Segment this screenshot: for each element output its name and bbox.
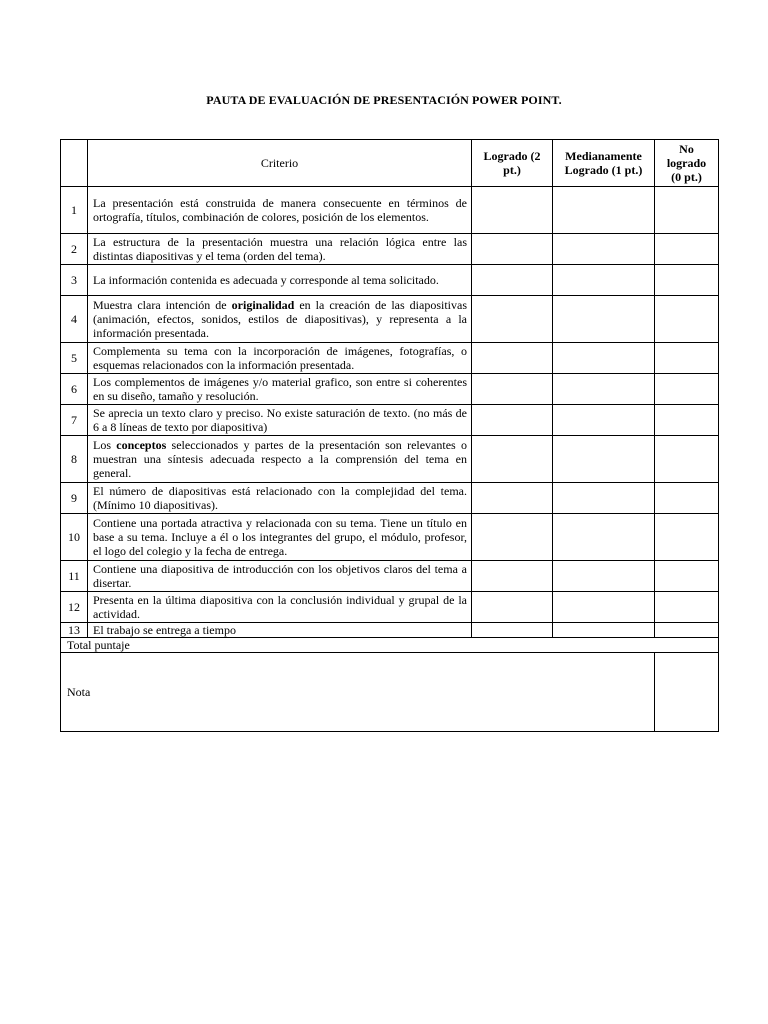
criterion-number: 8 [61,436,88,483]
logrado-score-cell[interactable] [472,483,553,514]
no-logrado-score-cell[interactable] [655,374,719,405]
criterion-number: 7 [61,405,88,436]
criterion-row [61,343,719,374]
medianamente-score-cell[interactable] [553,623,655,638]
criterion-number: 5 [61,343,88,374]
no-logrado-score-cell[interactable] [655,514,719,561]
criterion-text [88,405,472,436]
criterion-text-part: Complementa su tema con la incorporación de imágenes, fotografías, o esquemas relacionados con la información presentada. [93,344,467,372]
criterion-text [88,561,472,592]
criterion-text [88,265,472,296]
criterion-row [61,436,719,483]
criterion-number: 10 [61,514,88,561]
criterion-text-part: La estructura de la presentación muestra una relación lógica entre las distintas diapositivas y el tema (orden del tema). [93,235,467,263]
criterion-text-part: La presentación está construida de manera consecuente en términos de ortografía, títulos, combinación de colores, posición de los elementos. [93,196,467,224]
criterion-row [61,514,719,561]
criterion-text [88,623,472,638]
no-logrado-score-cell[interactable] [655,483,719,514]
criterion-keyword: originalidad [231,298,295,312]
logrado-score-cell[interactable] [472,296,553,343]
criterion-row [61,623,719,638]
medianamente-score-cell[interactable] [553,343,655,374]
criterion-number: 12 [61,592,88,623]
medianamente-score-cell[interactable] [553,592,655,623]
criterion-keyword: conceptos [116,438,167,452]
criterion-text-part: El trabajo se entrega a tiempo [93,623,236,637]
no-logrado-score-cell[interactable] [655,187,719,234]
logrado-score-cell[interactable] [472,514,553,561]
medianamente-score-cell[interactable] [553,187,655,234]
logrado-score-cell[interactable] [472,592,553,623]
criterion-number: 9 [61,483,88,514]
no-logrado-score-cell[interactable] [655,234,719,265]
criterion-number: 2 [61,234,88,265]
criterion-text-part: Se aprecia un texto claro y preciso. No existe saturación de texto. (no más de 6 a 8 líneas de texto por diapositiva) [93,406,467,434]
logrado-header-label: Logrado (2 pt.) [483,149,541,177]
medianamente-score-cell[interactable] [553,374,655,405]
no-logrado-score-cell[interactable] [655,405,719,436]
logrado-score-cell[interactable] [472,343,553,374]
no-logrado-score-cell[interactable] [655,623,719,638]
criterion-row [61,234,719,265]
no-logrado-score-cell[interactable] [655,592,719,623]
logrado-score-cell[interactable] [472,561,553,592]
criterion-text-part: Los complementos de imágenes y/o material grafico, son entre si coherentes en su diseño, tamaño y resolución. [93,375,467,403]
criterion-text-part: Contiene una diapositiva de introducción con los objetivos claros del tema a disertar. [93,562,467,590]
criterion-text-part: Presenta en la última diapositiva con la conclusión individual y grupal de la actividad. [93,593,467,621]
criterion-text [88,343,472,374]
table-header-row [61,140,719,187]
criterion-text [88,514,472,561]
no-logrado-score-cell[interactable] [655,296,719,343]
criterion-row [61,296,719,343]
criterion-row [61,405,719,436]
nota-label: Nota [61,653,655,732]
criterion-text-part: seleccionados y partes de la presentación son relevantes o muestran una síntesis adecuada respecto a la comprensión del tema en general. [93,438,467,480]
medianamente-score-cell[interactable] [553,561,655,592]
logrado-score-cell[interactable] [472,623,553,638]
medianamente-header [553,140,655,187]
criterion-text [88,374,472,405]
criterion-text [88,592,472,623]
medianamente-score-cell[interactable] [553,436,655,483]
medianamente-score-cell[interactable] [553,483,655,514]
medianamente-score-cell[interactable] [553,296,655,343]
criterion-number: 6 [61,374,88,405]
criterion-number: 11 [61,561,88,592]
document-title: PAUTA DE EVALUACIÓN DE PRESENTACIÓN POWER POINT. [206,93,562,107]
no-logrado-score-cell[interactable] [655,265,719,296]
criterion-row [61,265,719,296]
nota-row [61,653,719,732]
medianamente-score-cell[interactable] [553,265,655,296]
criterion-number: 1 [61,187,88,234]
no-logrado-header-label: No logrado (0 pt.) [666,142,707,184]
criterion-text [88,234,472,265]
criterion-text [88,483,472,514]
criterion-number: 13 [61,623,88,638]
medianamente-score-cell[interactable] [553,234,655,265]
logrado-score-cell[interactable] [472,187,553,234]
criterion-text-part: en la creación de las diapositivas (animación, efectos, sonidos, estilos de diapositivas), y representa a la información presentada. [93,298,467,340]
logrado-score-cell[interactable] [472,436,553,483]
criterion-row [61,187,719,234]
number-header-cell [61,140,88,187]
criterion-text-part: El número de diapositivas está relacionado con la complejidad del tema. (Mínimo 10 diapositivas). [93,484,467,512]
logrado-score-cell[interactable] [472,405,553,436]
criterion-text [88,187,472,234]
criterion-row [61,592,719,623]
logrado-score-cell[interactable] [472,374,553,405]
logrado-score-cell[interactable] [472,234,553,265]
total-row [61,638,719,653]
no-logrado-score-cell[interactable] [655,343,719,374]
criterion-row [61,483,719,514]
criterion-text-part: Muestra clara intención de [93,298,232,312]
medianamente-header-label: Medianamente Logrado (1 pt.) [564,149,643,177]
criterio-header: Criterio [88,140,472,187]
criterion-text [88,296,472,343]
criterion-row [61,374,719,405]
no-logrado-header [655,140,719,187]
medianamente-score-cell[interactable] [553,405,655,436]
criterion-text-part: Contiene una portada atractiva y relacionada con su tema. Tiene un título en base a su tema. Incluye a él o los integrantes del grupo, el módulo, profesor, el logo del colegio y la fecha de entrega. [93,516,467,558]
evaluation-rubric-table [60,139,719,732]
criterion-text [88,436,472,483]
criterion-row [61,561,719,592]
logrado-header [472,140,553,187]
criterion-text-part: La información contenida es adecuada y corresponde al tema solicitado. [93,273,439,287]
criterion-number: 3 [61,265,88,296]
total-puntaje-label: Total puntaje [61,638,719,653]
criterion-text-part: Los [93,438,117,452]
criterion-number: 4 [61,296,88,343]
logrado-score-cell[interactable] [472,265,553,296]
no-logrado-score-cell[interactable] [655,436,719,483]
nota-value-cell[interactable] [655,653,719,732]
no-logrado-score-cell[interactable] [655,561,719,592]
medianamente-score-cell[interactable] [553,514,655,561]
